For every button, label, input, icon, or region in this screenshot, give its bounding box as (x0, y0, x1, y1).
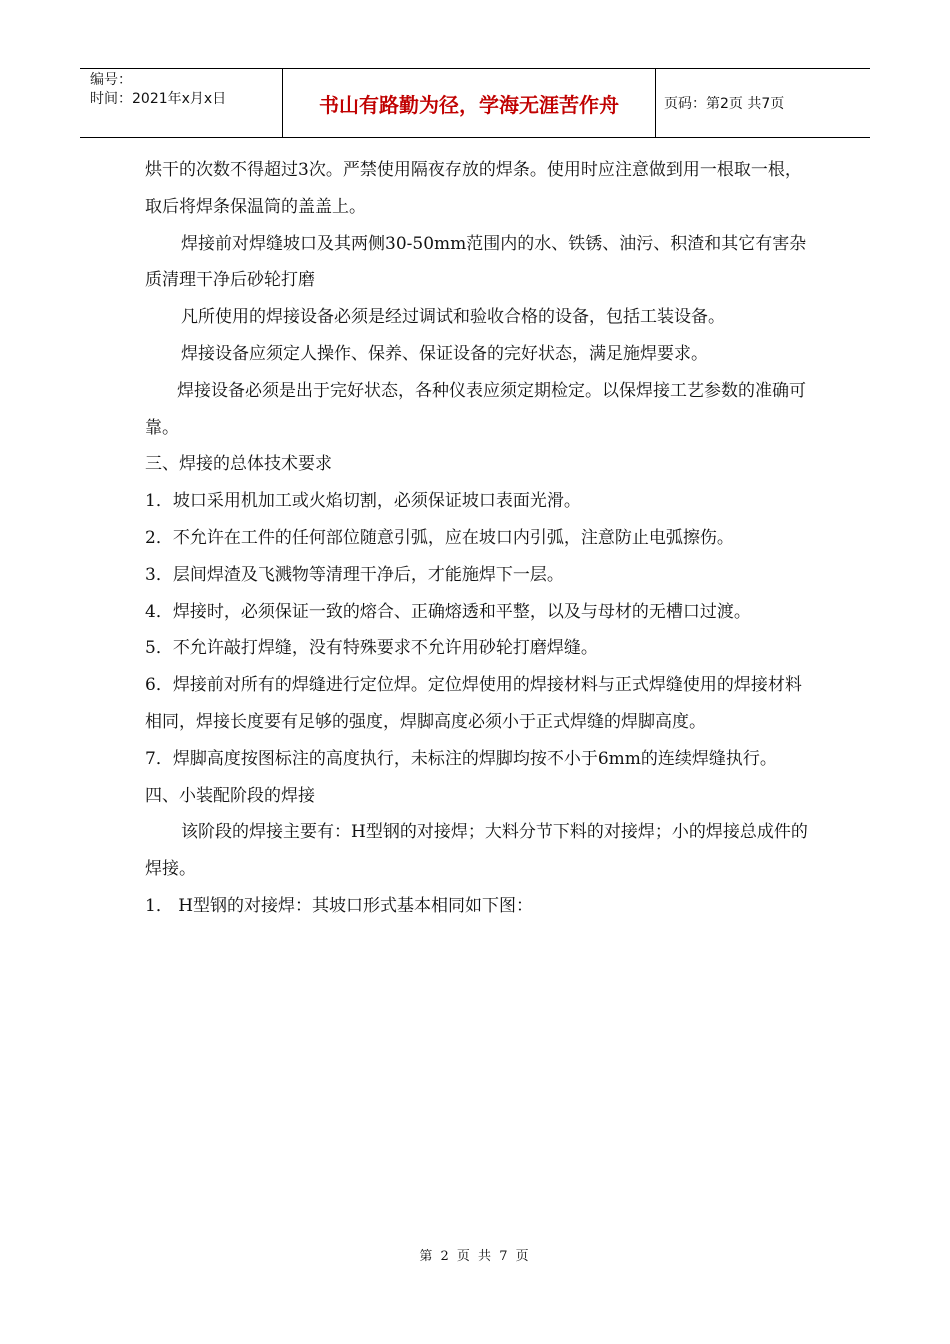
header-motto: 书山有路勤为径，学海无涯苦作舟 (283, 69, 656, 137)
document-body (145, 152, 810, 925)
paragraph: 烘干的次数不得超过3次。严禁使用隔夜存放的焊条。使用时应注意做到用一根取一根，取后将焊条保温筒的盖盖上。 (145, 160, 802, 217)
header-page-info: 页码：第2页 共7页 (664, 96, 785, 112)
list-item: 5．不允许敲打焊缝，没有特殊要求不允许用砂轮打磨焊缝。 (145, 638, 598, 659)
paragraph: 凡所使用的焊接设备必须是经过调试和验收合格的设备，包括工装设备。 (181, 307, 725, 328)
list-item: 1． H型钢的对接焊：其坡口形式基本相同如下图： (145, 895, 534, 916)
page-header (80, 68, 870, 138)
page-footer: 第 2 页 共 7 页 (419, 1249, 531, 1264)
list-item: 3．层间焊渣及飞溅物等清理干净后，才能施焊下一层。 (145, 564, 564, 585)
list-item: 2．不允许在工件的任何部位随意引弧，应在坡口内引弧，注意防止电弧擦伤。 (145, 527, 734, 548)
doc-number-label: 编号： (90, 72, 132, 88)
list-item: 6．焊接前对所有的焊缝进行定位焊。定位焊使用的焊接材料与正式焊缝使用的焊接材料相同，焊接长度要有足够的强度，焊脚高度必须小于正式焊缝的焊脚高度。 (145, 675, 802, 732)
section-heading: 三、焊接的总体技术要求 (145, 454, 332, 475)
paragraph: 该阶段的焊接主要有：H型钢的对接焊；大料分节下料的对接焊；小的焊接总成件的焊接。 (145, 822, 808, 880)
paragraph: 焊接设备必须是出于完好状态，各种仪表应须定期检定。以保焊接工艺参数的准确可靠。 (145, 380, 806, 438)
paragraph: 焊接前对焊缝坡口及其两侧30-50mm范围内的水、铁锈、油污、积渣和其它有害杂质清理干净后砂轮打磨 (145, 233, 807, 291)
list-item: 1．坡口采用机加工或火焰切割，必须保证坡口表面光滑。 (145, 491, 581, 512)
list-item: 7．焊脚高度按图标注的高度执行，未标注的焊脚均按不小于6mm的连续焊缝执行。 (145, 748, 777, 769)
paragraph: 焊接设备应须定人操作、保养、保证设备的完好状态，满足施焊要求。 (181, 343, 708, 364)
header-meta (80, 69, 283, 137)
section-heading: 四、小装配阶段的焊接 (145, 785, 315, 806)
list-item: 4．焊接时，必须保证一致的熔合、正确熔透和平整，以及与母材的无槽口过渡。 (145, 601, 751, 622)
doc-date-label: 时间：2021年x月x日 (90, 91, 227, 107)
